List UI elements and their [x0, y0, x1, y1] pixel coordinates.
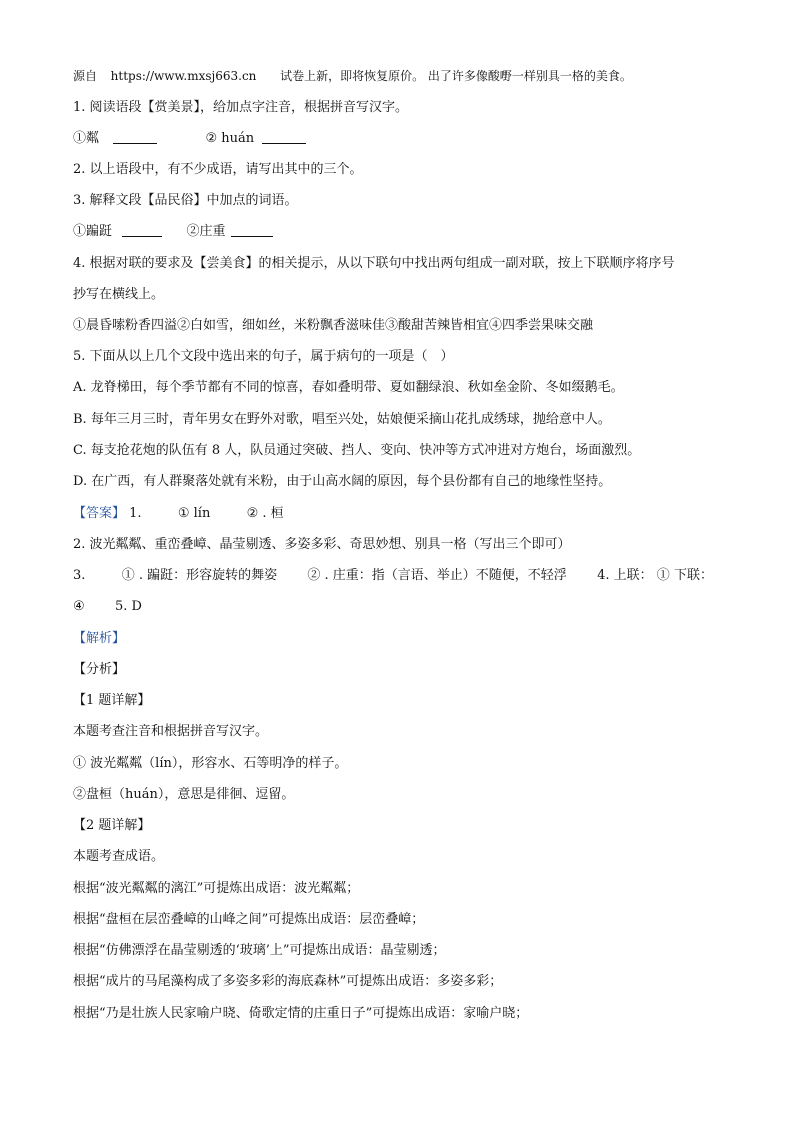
answer-3-circ1: ① [121, 568, 135, 583]
q2-stem: 2. 以上语段中，有不少成语，请写出其中的三个。 [73, 162, 363, 177]
answer-line-4 [73, 599, 142, 615]
answer-3-circ2: ② [307, 568, 321, 583]
detail-1-intro: 本题考查注音和根据拼音写汉字。 [73, 724, 269, 739]
detail-2-line2: 根据“盘桓在层峦叠嶂的山峰之间”可提炼出成语：层峦叠嶂； [73, 912, 425, 927]
answer-4-circ1: ① [656, 568, 670, 583]
answer-line-3 [73, 568, 713, 584]
answer-4-circ2: ④ [73, 599, 85, 614]
answer-line-1 [73, 506, 284, 522]
header-tail-text: 出了许多像酸嘢一样别具一格的美食。 [427, 69, 632, 83]
answer-label: 【答案】 [73, 506, 126, 521]
detail-1-p1-circ: ① [73, 756, 87, 771]
q3-item1: ①蹁跹 [73, 224, 113, 239]
q1-items [73, 131, 306, 147]
detail-2-intro: 本题考查成语。 [73, 849, 165, 864]
q3-blank1[interactable] [122, 224, 162, 237]
q3-items [73, 224, 273, 240]
detail-2-line3: 根据“仿佛漂浮在晶莹剔透的‘玻璃’上”可提炼出成语：晶莹剔透； [73, 943, 446, 958]
detail-1-p2: ②盘桓（huán），意思是徘徊、逗留。 [73, 787, 295, 802]
detail-2-line4: 根据“成片的马尾藻构成了多姿多彩的海底森林”可提炼出成语：多姿多彩； [73, 974, 503, 989]
source-url[interactable]: https://www.mxsj663.cn [110, 69, 257, 83]
detail-2-line5: 根据“乃是壮族人民家喻户晓、倚歌定情的庄重日子”可提炼出成语：家喻户晓； [73, 1006, 529, 1021]
detail-2-line1: 根据“波光粼粼的漓江”可提炼出成语：波光粼粼； [73, 881, 360, 896]
analysis-fenxi: 【分析】 [73, 662, 126, 677]
q5-option-a: A. 龙脊梯田，每个季节都有不同的惊喜，春如叠明带、夏如翻绿浪、秋如垒金阶、冬如缀鹅毛。 [73, 380, 624, 395]
q3-blank2[interactable] [231, 224, 273, 237]
q4-stem-line2: 抄写在横线上。 [73, 287, 165, 302]
answer-5: 5. D [114, 599, 142, 614]
answer-1-circ2: ② [246, 506, 259, 521]
answer-1-value1: lín [193, 506, 211, 521]
q4-options: ①晨昏嗦粉香四溢②白如雪，细如丝，米粉飘香滋味佳③酸甜苦辣皆相宜④四季尝果味交融 [73, 318, 594, 333]
q5-stem: 5. 下面从以上几个文段中选出来的句子，属于病句的一项是（ ） [73, 349, 454, 364]
q5-option-b: B. 每年三月三时，青年男女在野外对歌，唱至兴处，姑娘便采摘山花扎成绣球，抛给意中人。 [73, 412, 611, 427]
detail-2-heading: 【2 题详解】 [73, 818, 151, 833]
page-header [73, 68, 632, 84]
answer-1-num: 1. [129, 506, 142, 521]
q1-stem: 1. 阅读语段【赏美景】，给加点字注音，根据拼音写汉字。 [73, 100, 409, 115]
q3-stem: 3. 解释文段【品民俗】中加点的词语。 [73, 193, 298, 208]
answer-1-circ1: ① [177, 506, 190, 521]
q1-item1: ①粼 [73, 131, 100, 146]
q5-option-c: C. 每支抢花炮的队伍有 8 人，队员通过突破、挡人、变向、快冲等方式冲进对方炮台，场面激烈。 [73, 443, 641, 458]
q1-blank1[interactable] [113, 131, 157, 144]
q1-blank2[interactable] [262, 131, 306, 144]
source-label: 源自 [73, 69, 98, 83]
answer-1-value2: . 桓 [262, 506, 284, 521]
q1-item2: ② huán [205, 131, 255, 146]
q3-item2: ②庄重 [186, 224, 226, 239]
answer-3-value2: . 庄重：指（言语、举止）不随便，不轻浮 [324, 568, 567, 583]
promo-notice: 试卷上新，即将恢复原价。 [280, 69, 425, 83]
answer-3-value1: . 蹁跹：形容旋转的舞姿 [138, 568, 278, 583]
analysis-label: 【解析】 [73, 631, 126, 646]
answer-4-pre: 4. 上联： [597, 568, 653, 583]
detail-1-p1 [73, 756, 347, 772]
answer-2: 2. 波光粼粼、重峦叠嶂、晶莹剔透、多姿多彩、奇思妙想、别具一格（写出三个即可） [73, 537, 571, 552]
detail-1-heading: 【1 题详解】 [73, 693, 151, 708]
q5-option-d: D. 在广西，有人群聚落处就有米粉，由于山高水阔的原因，每个县份都有自己的地缘性坚持。 [73, 474, 612, 489]
answer-4-mid: 下联： [673, 568, 713, 583]
detail-1-p1-text: 波光粼粼（lín），形容水、石等明净的样子。 [90, 756, 348, 771]
q4-stem-line1: 4. 根据对联的要求及【尝美食】的相关提示，从以下联句中找出两句组成一副对联，按上下联顺序将序号 [73, 256, 675, 271]
answer-3-num: 3. [73, 568, 86, 583]
